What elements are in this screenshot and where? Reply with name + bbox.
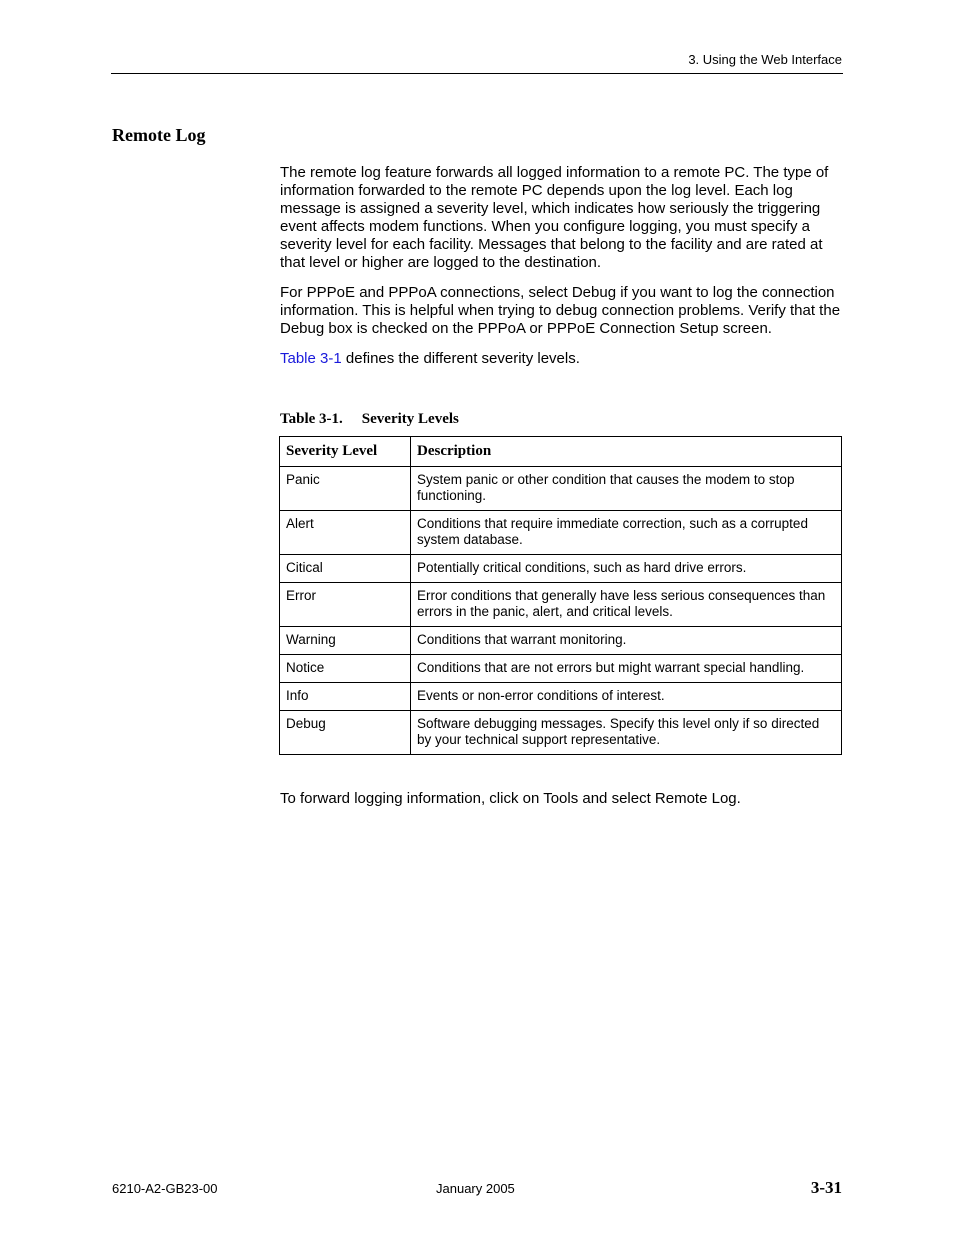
table-row [280,466,842,510]
paragraph-pppoe: For PPPoE and PPPoA connections, select Debug if you want to log the connection information. This is helpful when trying to debug connection problems. Verify that the Debug box is checked on the PPPoA or PPPoE Connection Setup screen. [280,284,841,337]
running-header: 3. Using the Web Interface [688,52,842,67]
description-cell: System panic or other condition that causes the modem to stop functioning. [411,466,842,510]
table-row [280,626,842,654]
severity-level-cell: Panic [280,466,411,510]
table-caption-title: Severity Levels [361,411,459,427]
table-header-row [280,437,842,467]
severity-level-cell: Alert [280,510,411,554]
description-cell: Conditions that require immediate correction, such as a corrupted system database. [411,510,842,554]
table-row [280,710,842,754]
footer-doc-number: 6210-A2-GB23-00 [112,1181,218,1196]
section-title: Remote Log [112,125,206,145]
severity-level-cell: Warning [280,626,411,654]
description-cell: Software debugging messages. Specify this level only if so directed by your technical support representative. [411,710,842,754]
table-row [280,654,842,682]
severity-level-cell: Error [280,582,411,626]
column-header-severity-level: Severity Level [280,437,411,467]
description-cell: Conditions that are not errors but might warrant special handling. [411,654,842,682]
description-cell: Potentially critical conditions, such as hard drive errors. [411,554,842,582]
table-row [280,582,842,626]
footer-date: January 2005 [436,1181,515,1196]
severity-level-cell: Debug [280,710,411,754]
description-cell: Error conditions that generally have less serious consequences than errors in the panic, alert, and critical levels. [411,582,842,626]
table-caption-number: Table 3-1. [280,411,343,427]
footer-page-number: 3-31 [810,1178,842,1197]
paragraph-intro: The remote log feature forwards all logged information to a remote PC. The type of information forwarded to the remote PC depends upon the log level. Each log message is assigned a severity level, which indicates how seriously the triggering event affects modem functions. When you configure logging, you must specify a severity level for each facility. Messages that belong to the facility and are rated at that level or higher are logged to the destination. [280,164,829,271]
description-cell: Conditions that warrant monitoring. [411,626,842,654]
table-row [280,510,842,554]
table-row [280,682,842,710]
description-cell: Events or non-error conditions of interest. [411,682,842,710]
paragraph-closing: To forward logging information, click on Tools and select Remote Log. [280,790,741,807]
severity-level-cell: Info [280,682,411,710]
table-caption [280,411,459,428]
table-reference-text: defines the different severity levels. [341,350,580,367]
severity-levels-table [279,436,842,755]
table-reference-link[interactable]: Table 3-1 [280,350,342,367]
paragraph-table-ref [280,350,842,368]
severity-level-cell: Notice [280,654,411,682]
severity-level-cell: Citical [280,554,411,582]
table-row [280,554,842,582]
body-text [280,164,842,380]
header-rule [111,73,843,74]
column-header-description: Description [411,437,842,467]
